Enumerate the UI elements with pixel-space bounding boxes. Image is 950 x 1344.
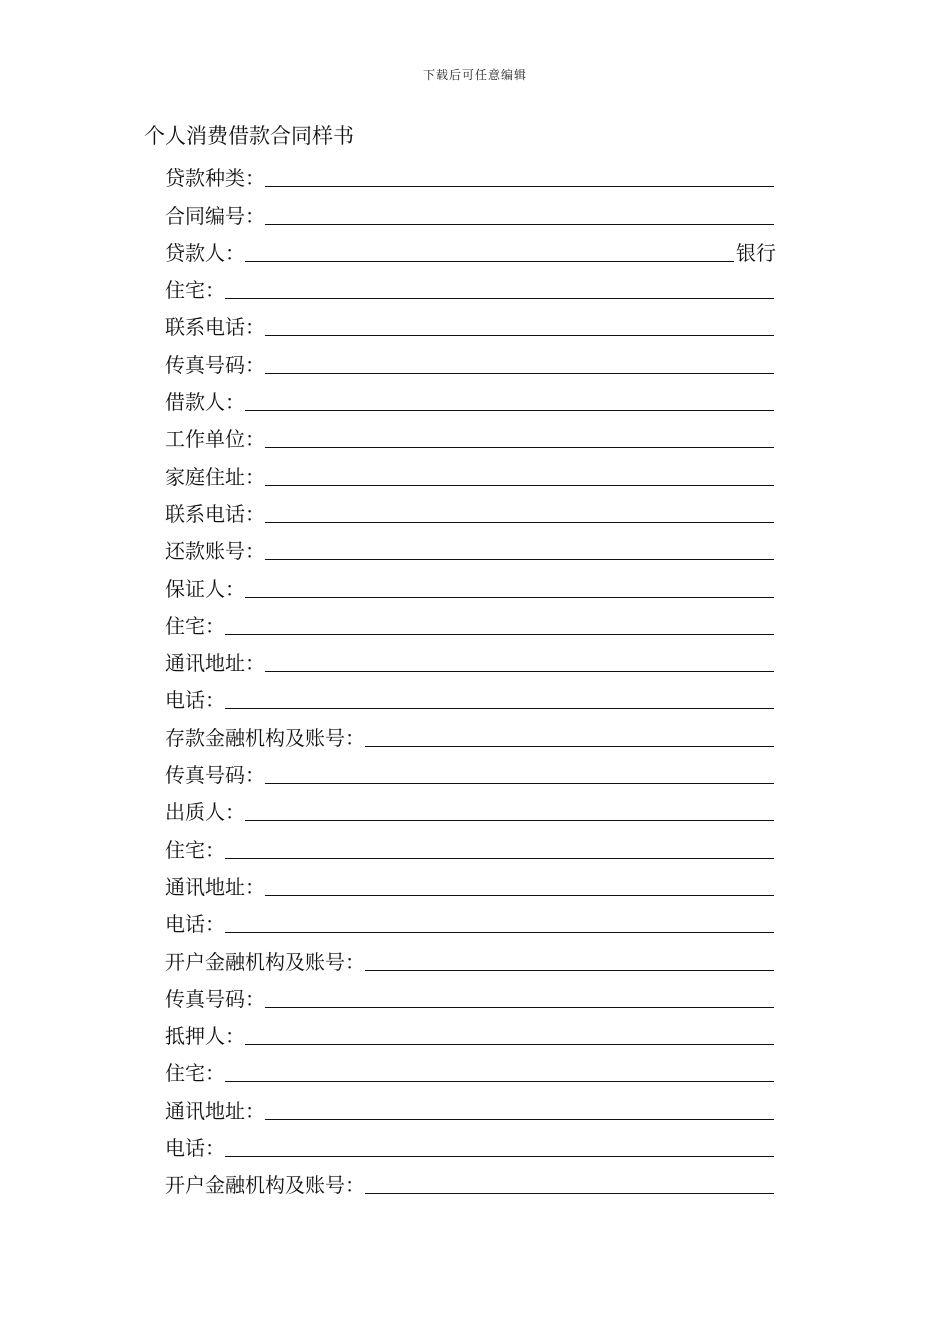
fill-in-blank[interactable] — [265, 651, 774, 672]
field-label: 开户金融机构及账号： — [165, 949, 365, 974]
fill-in-blank[interactable] — [265, 502, 774, 523]
field-suffix — [774, 564, 776, 566]
field-label: 联系电话： — [165, 315, 265, 340]
field-label: 住宅： — [165, 613, 225, 638]
field-suffix — [774, 340, 776, 342]
field-label: 贷款种类： — [165, 166, 265, 191]
field-suffix — [774, 1198, 776, 1200]
field-label: 还款账号： — [165, 539, 265, 564]
field-label: 合同编号： — [165, 203, 265, 228]
fill-in-blank[interactable] — [245, 390, 774, 411]
field-label: 电话： — [165, 1136, 225, 1161]
field-label: 通讯地址： — [165, 874, 265, 899]
field-label: 传真号码： — [165, 352, 265, 377]
field-row — [165, 1014, 776, 1051]
field-label: 出质人： — [165, 800, 245, 825]
fill-in-blank[interactable] — [265, 1099, 774, 1120]
fill-in-blank[interactable] — [365, 950, 774, 971]
fill-in-blank[interactable] — [265, 204, 774, 225]
fill-in-blank[interactable] — [225, 1136, 774, 1157]
field-label: 开户金融机构及账号： — [165, 1173, 365, 1198]
field-suffix — [774, 975, 776, 977]
field-suffix — [774, 229, 776, 231]
field-row — [165, 790, 776, 827]
field-label: 家庭住址： — [165, 464, 265, 489]
field-row — [165, 753, 776, 790]
field-suffix — [774, 1161, 776, 1163]
field-row — [165, 231, 776, 268]
field-row — [165, 939, 776, 976]
field-suffix — [774, 937, 776, 939]
field-label: 通讯地址： — [165, 1098, 265, 1123]
field-row — [165, 1163, 776, 1200]
field-row — [165, 715, 776, 752]
field-label: 联系电话： — [165, 501, 265, 526]
field-label: 存款金融机构及账号： — [165, 725, 365, 750]
field-label: 电话： — [165, 912, 225, 937]
field-label: 传真号码： — [165, 986, 265, 1011]
field-suffix — [774, 303, 776, 305]
field-suffix — [774, 1124, 776, 1126]
field-suffix — [774, 825, 776, 827]
field-label: 贷款人： — [165, 240, 245, 265]
fill-in-blank[interactable] — [225, 614, 774, 635]
field-row — [165, 268, 776, 305]
field-label: 工作单位： — [165, 427, 265, 452]
fill-in-blank[interactable] — [245, 241, 734, 262]
fill-in-blank[interactable] — [265, 763, 774, 784]
field-row — [165, 1051, 776, 1088]
field-label: 借款人： — [165, 390, 245, 415]
fill-in-blank[interactable] — [225, 1061, 774, 1082]
field-suffix — [774, 639, 776, 641]
field-row — [165, 492, 776, 529]
fill-in-blank[interactable] — [225, 838, 774, 859]
fill-in-blank[interactable] — [265, 315, 774, 336]
field-suffix — [774, 713, 776, 715]
field-row — [165, 604, 776, 641]
field-row — [165, 566, 776, 603]
field-label: 通讯地址： — [165, 651, 265, 676]
field-row — [165, 156, 776, 193]
field-row — [165, 193, 776, 230]
field-label: 住宅： — [165, 837, 225, 862]
field-suffix — [774, 490, 776, 492]
fill-in-blank[interactable] — [225, 278, 774, 299]
fill-in-blank[interactable] — [265, 987, 774, 1008]
field-suffix — [774, 1086, 776, 1088]
field-suffix — [774, 1012, 776, 1014]
fill-in-blank[interactable] — [225, 912, 774, 933]
field-label: 抵押人： — [165, 1024, 245, 1049]
field-row — [165, 454, 776, 491]
field-suffix — [774, 191, 776, 193]
fill-in-blank[interactable] — [265, 875, 774, 896]
field-label: 电话： — [165, 688, 225, 713]
field-suffix — [774, 378, 776, 380]
document-title: 个人消费借款合同样书 — [144, 124, 354, 148]
field-row — [165, 678, 776, 715]
fill-in-blank[interactable] — [365, 1173, 774, 1194]
fill-in-blank[interactable] — [265, 427, 774, 448]
field-suffix: 银行 — [736, 240, 776, 265]
field-label: 住宅： — [165, 1061, 225, 1086]
field-suffix — [774, 452, 776, 454]
field-suffix — [774, 788, 776, 790]
field-suffix — [774, 863, 776, 865]
field-suffix — [774, 900, 776, 902]
fill-in-blank[interactable] — [265, 353, 774, 374]
fill-in-blank[interactable] — [245, 800, 774, 821]
field-label: 传真号码： — [165, 763, 265, 788]
field-row — [165, 977, 776, 1014]
field-row — [165, 342, 776, 379]
field-row — [165, 1126, 776, 1163]
field-label: 保证人： — [165, 576, 245, 601]
fill-in-blank[interactable] — [365, 726, 774, 747]
field-row — [165, 380, 776, 417]
fill-in-blank[interactable] — [225, 688, 774, 709]
field-row — [165, 902, 776, 939]
field-row — [165, 641, 776, 678]
field-suffix — [774, 676, 776, 678]
field-suffix — [774, 602, 776, 604]
field-row — [165, 417, 776, 454]
field-row — [165, 305, 776, 342]
field-row — [165, 865, 776, 902]
fill-in-blank[interactable] — [245, 1024, 774, 1045]
field-suffix — [774, 527, 776, 529]
contract-form — [165, 156, 776, 1200]
field-row — [165, 827, 776, 864]
field-suffix — [774, 1049, 776, 1051]
fill-in-blank[interactable] — [265, 539, 774, 560]
field-suffix — [774, 751, 776, 753]
fill-in-blank[interactable] — [245, 577, 774, 598]
header-note: 下载后可任意编辑 — [422, 68, 527, 82]
field-suffix — [774, 415, 776, 417]
field-row — [165, 529, 776, 566]
fill-in-blank[interactable] — [265, 166, 774, 187]
fill-in-blank[interactable] — [265, 465, 774, 486]
field-label: 住宅： — [165, 278, 225, 303]
field-row — [165, 1088, 776, 1125]
